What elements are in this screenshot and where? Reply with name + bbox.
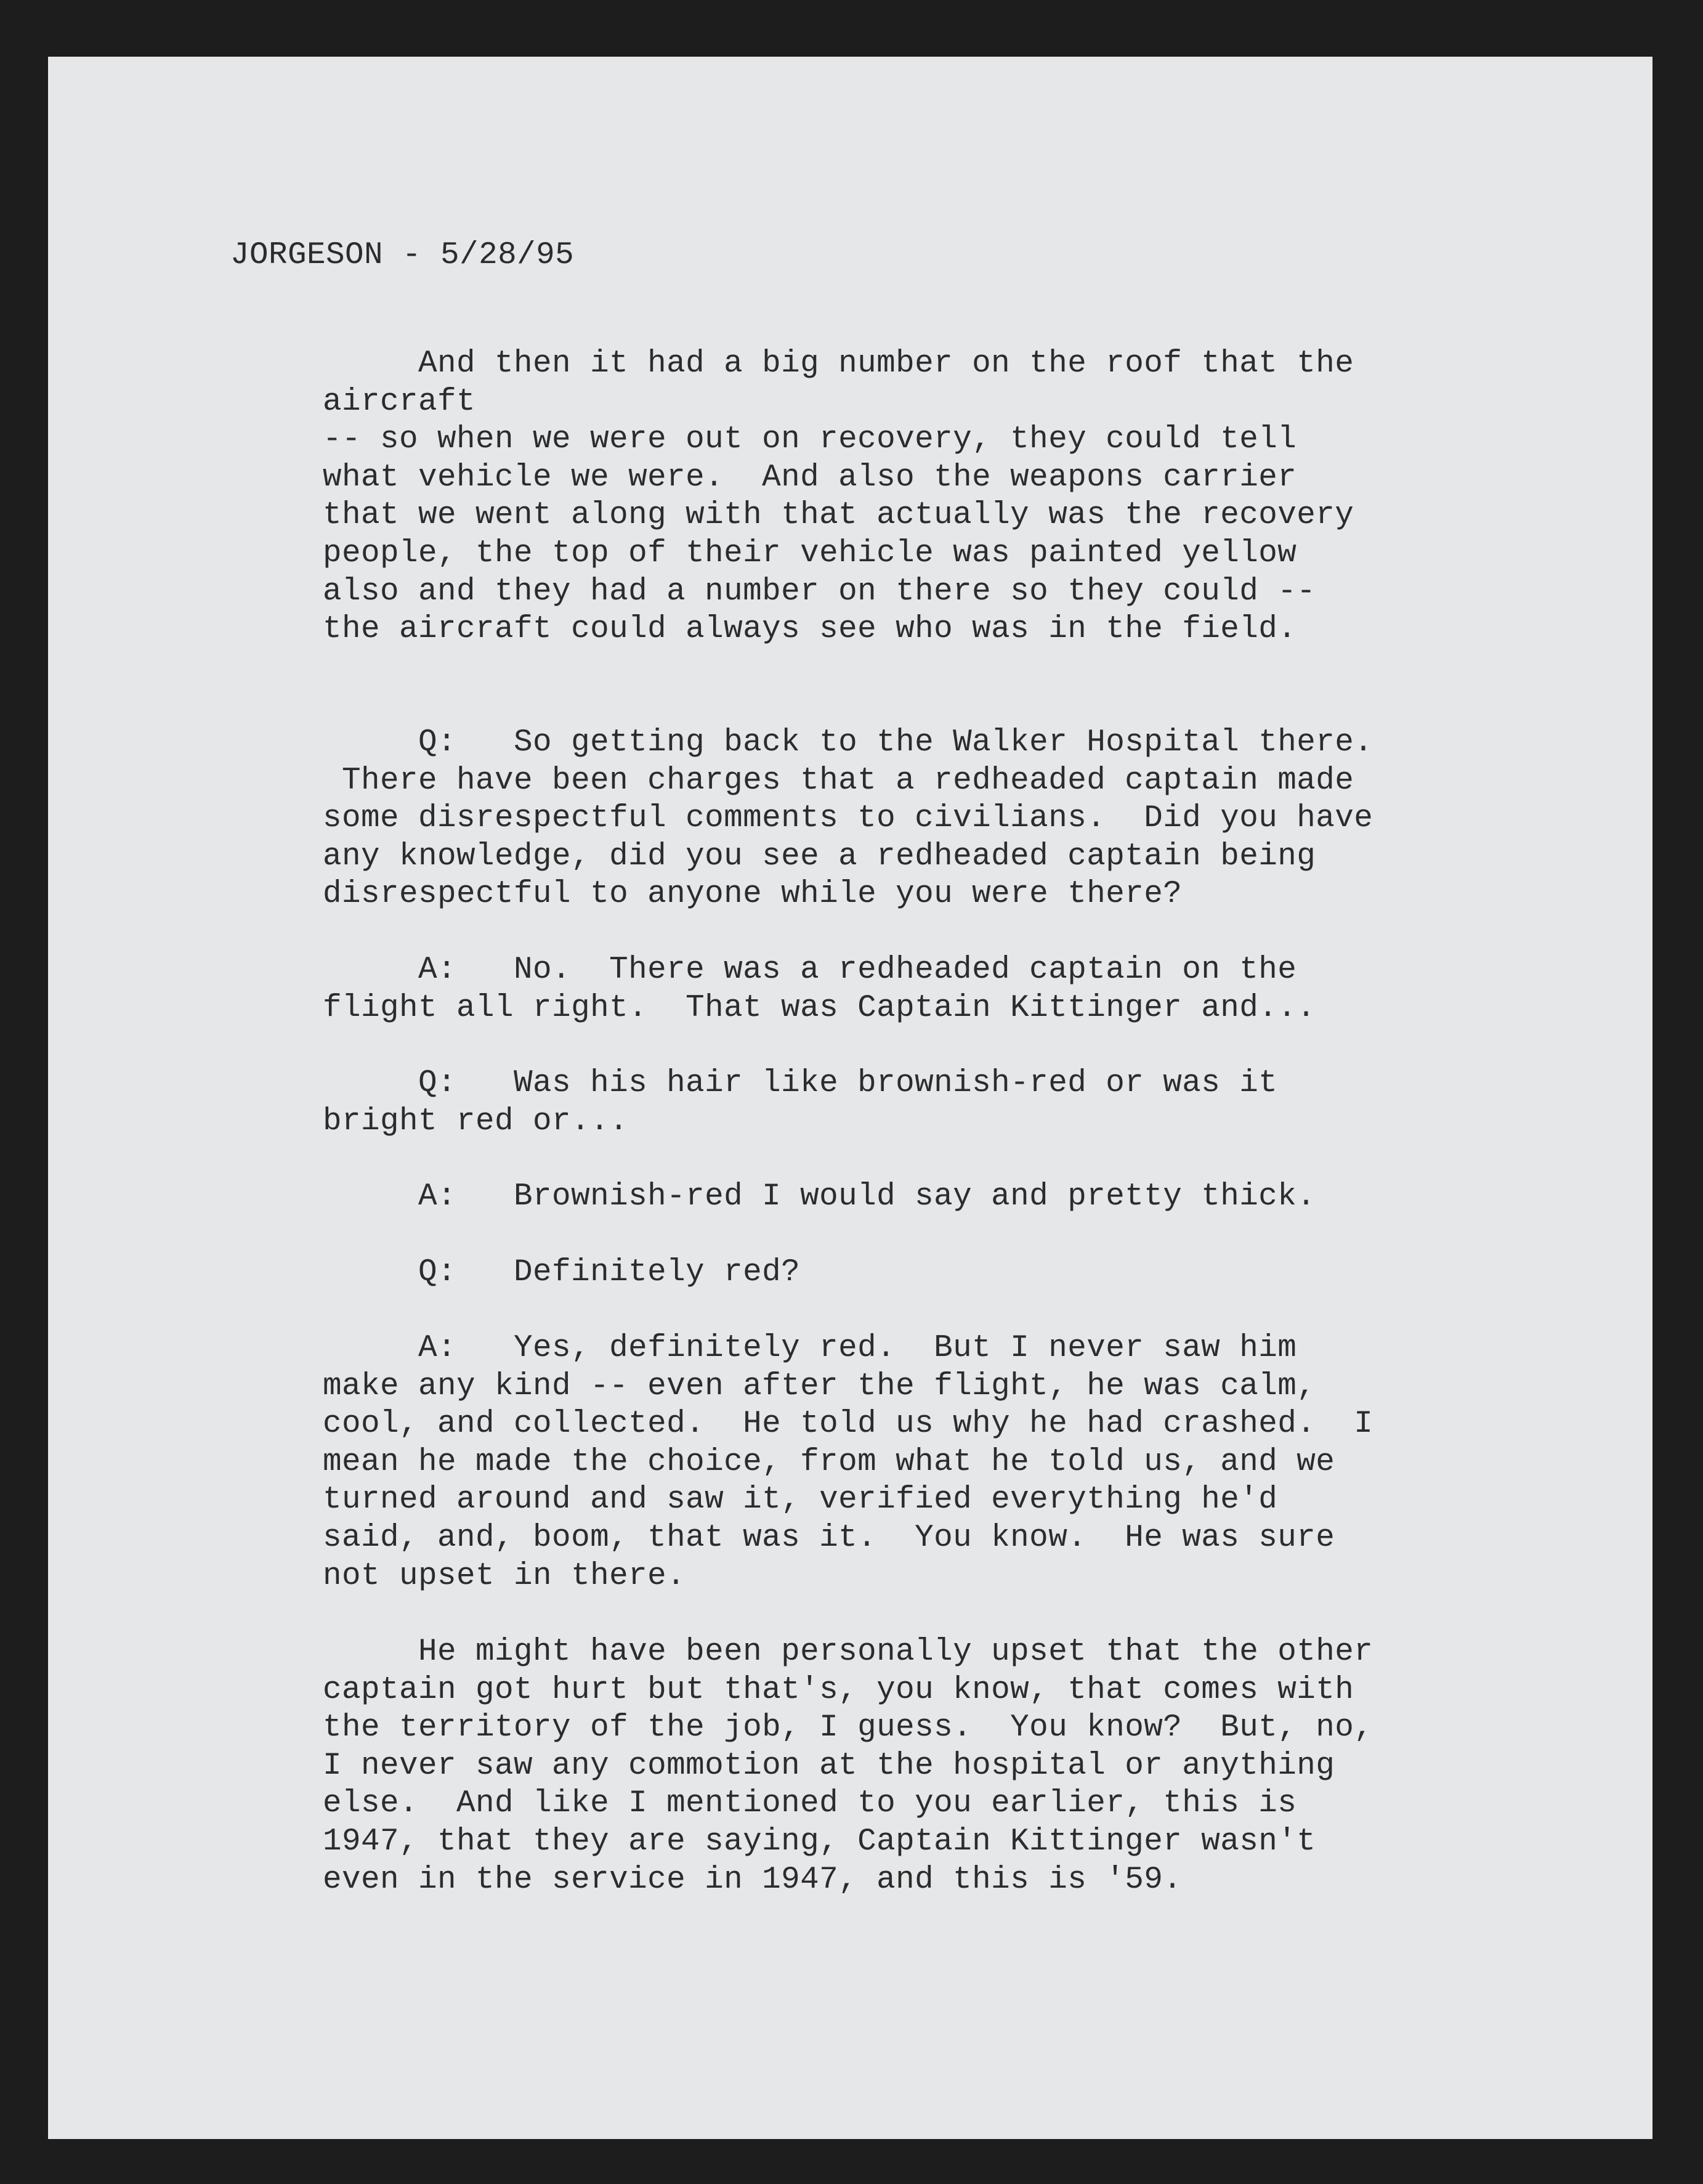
paragraph-question-hair-color: Q: Was his hair like brownish-red or was it bright red or... [323,1066,1278,1139]
paragraph-answer-brownish-red: A: Brownish-red I would say and pretty thick. [323,1179,1316,1214]
paragraph-personally-upset: He might have been personally upset that the other captain got hurt but that's, you know, that comes with the territory of the job, I guess. You know? But, no, I never saw any commotion at the hospital or anything else. And like I mentioned to you earlier, this is 1947, that they are saying, Captain Kittinger wasn't even in the service in 1947, and this is '59. [323,1634,1373,1898]
paragraph-answer-calm-collected: A: Yes, definitely red. But I never saw him make any kind -- even after the flight, he was calm, cool, and collected. He told us why he had crashed. I mean he made the choice, from what he told us, and we turned around and saw it, verified everything he'd said, and, boom, that was it. You know. He was sure not upset in there. [323,1331,1373,1594]
page-header: JORGESON - 5/28/95 [230,238,575,273]
paragraph-aircraft-number: And then it had a big number on the roof that the aircraft -- so when we were out on recovery, they could tell what vehicle we were. And also the weapons carrier that we went along with that actually was the recovery people, the top of their vehicle was painted yellow also and they had a number on there so they could -- the aircraft could always see who was in the field. [323,346,1354,647]
paragraph-answer-redheaded-captain: A: No. There was a redheaded captain on the flight all right. That was Captain Kittinger and... [323,952,1316,1026]
paragraph-question-definitely-red: Q: Definitely red? [323,1255,801,1290]
document-page [48,57,1652,2139]
paragraph-question-walker-hospital: Q: So getting back to the Walker Hospital there. There have been charges that a redheaded captain made some disrespectful comments to civilians. Did you have any knowledge, did you see a redheaded captain being disrespectful to anyone while you were there? [323,725,1373,912]
